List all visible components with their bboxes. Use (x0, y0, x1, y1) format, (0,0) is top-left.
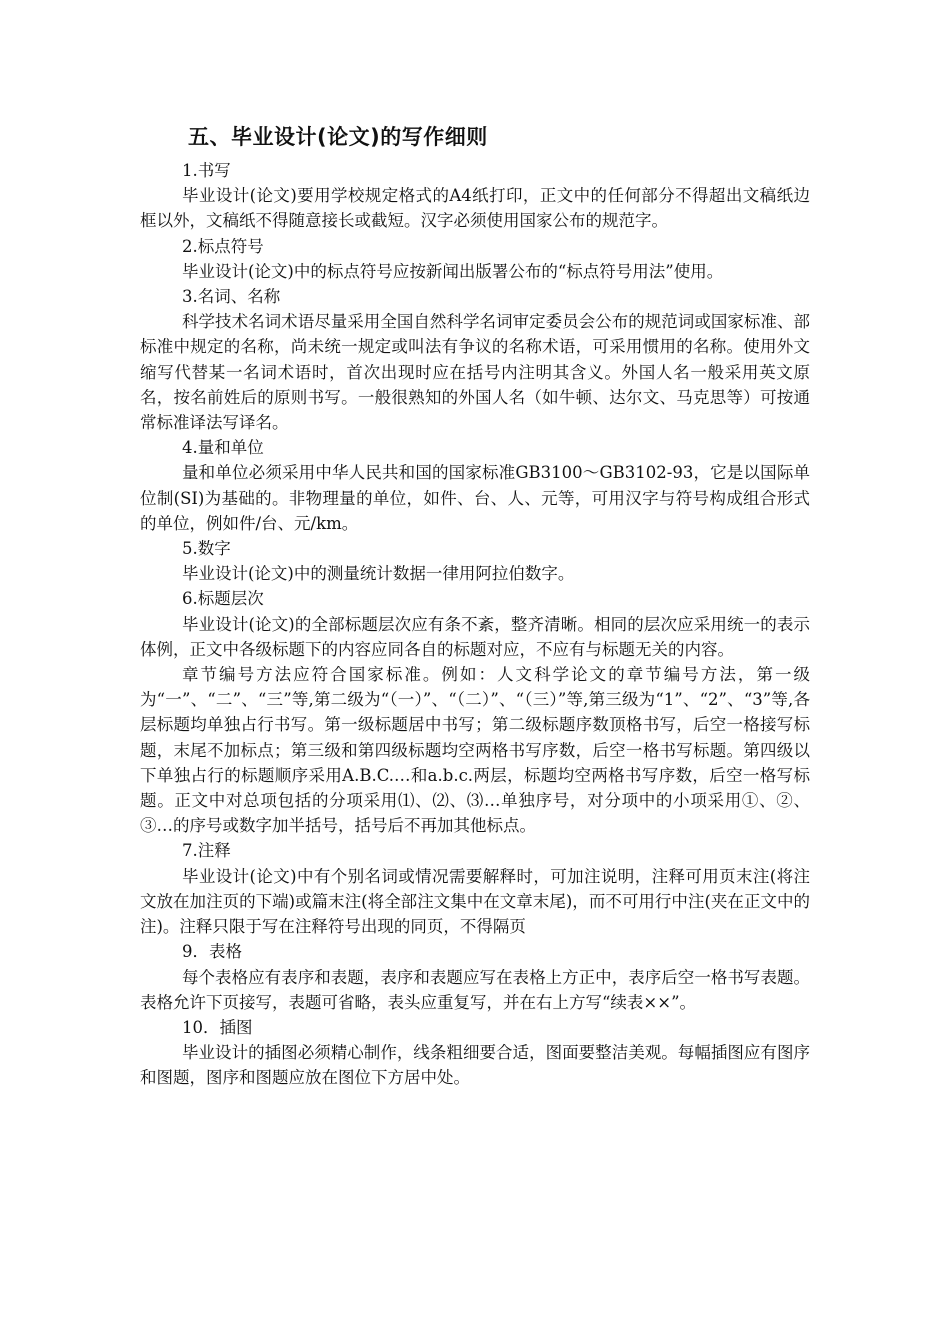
section-body-notes: 毕业设计(论文)中有个别名词或情况需要解释时，可加注说明，注释可用页末注(将注文放在加注页的下端)或篇末注(将全部注文集中在文章末尾)，而不可用行中注(夹在正文中的注)。注释只限于写在注释符号出现的同页，不得隔页 (140, 866, 810, 937)
document-page (140, 120, 810, 1091)
section-body-figures: 毕业设计的插图必须精心制作，线条粗细要合适，图面要整洁美观。每幅插图应有图序和图题，图序和图题应放在图位下方居中处。 (140, 1043, 810, 1088)
section-body-title-levels-1: 毕业设计(论文)的全部标题层次应有条不紊，整齐清晰。相同的层次应采用统一的表示体例，正文中各级标题下的内容应同各自的标题对应，不应有与标题无关的内容。 (140, 614, 810, 659)
section-heading-punctuation: 2.标点符号 (182, 236, 264, 256)
section-heading-numbers: 5.数字 (182, 539, 231, 559)
section-body-terms: 科学技术名词术语尽量采用全国自然科学名词审定委员会公布的规范词或国家标准、部标准中规定的名称，尚未统一规定或叫法有争议的名称术语，可采用惯用的名称。使用外文缩写代替某一名词术语时，首次出现时应在括号内注明其含义。外国人名一般采用英文原名，按名前姓后的原则书写。一般很熟知的外国人名（如牛顿、达尔文、马克思等）可按通常标准译法写译名。 (140, 312, 810, 433)
section-heading-terms: 3.名词、名称 (182, 287, 281, 307)
section-heading-title-levels: 6.标题层次 (182, 589, 264, 609)
section-heading-tables: 9．表格 (182, 942, 242, 962)
document-title: 五、毕业设计(论文)的写作细则 (188, 125, 488, 149)
section-heading-notes: 7.注释 (182, 841, 231, 861)
section-body-title-levels-2: 章节编号方法应符合国家标准。例如：人文科学论文的章节编号方法，第一级为“一”、“二”、“三”等,第二级为“（一）”、“（二）”、“（三）”等,第三级为“1”、“2”、“3”等,各层标题均单独占行书写。第一级标题居中书写；第二级标题序数顶格书写，后空一格接写标题，末尾不加标点；第三级和第四级标题均空两格书写序数，后空一格书写标题。第四级以下单独占行的标题顺序采用A.B.C.…和a.b.c.两层，标题均空两格书写序数，后空一格写标题。正文中对总项包括的分项采用⑴、⑵、⑶…单独序号，对分项中的小项采用①、②、③…的序号或数字加半括号，括号后不再加其他标点。 (140, 665, 810, 836)
section-body-punctuation: 毕业设计(论文)中的标点符号应按新闻出版署公布的“标点符号用法”使用。 (182, 261, 724, 281)
section-body-writing: 毕业设计(论文)要用学校规定格式的A4纸打印，正文中的任何部分不得超出文稿纸边框以外，文稿纸不得随意接长或截短。汉字必须使用国家公布的规范字。 (140, 186, 810, 231)
section-body-numbers: 毕业设计(论文)中的测量统计数据一律用阿拉伯数字。 (182, 564, 575, 584)
section-body-units: 量和单位必须采用中华人民共和国的国家标准GB3100～GB3102-93，它是以国际单位制(SI)为基础的。非物理量的单位，如件、台、人、元等，可用汉字与符号构成组合形式的单位，例如件/台、元/km。 (140, 463, 810, 533)
section-body-tables: 每个表格应有表序和表题，表序和表题应写在表格上方正中，表序后空一格书写表题。表格允许下页接写，表题可省略，表头应重复写，并在右上方写“续表××”。 (140, 967, 810, 1012)
section-heading-figures: 10．插图 (182, 1017, 253, 1037)
section-heading-writing: 1.书写 (182, 161, 231, 180)
section-heading-units: 4.量和单位 (182, 438, 264, 458)
